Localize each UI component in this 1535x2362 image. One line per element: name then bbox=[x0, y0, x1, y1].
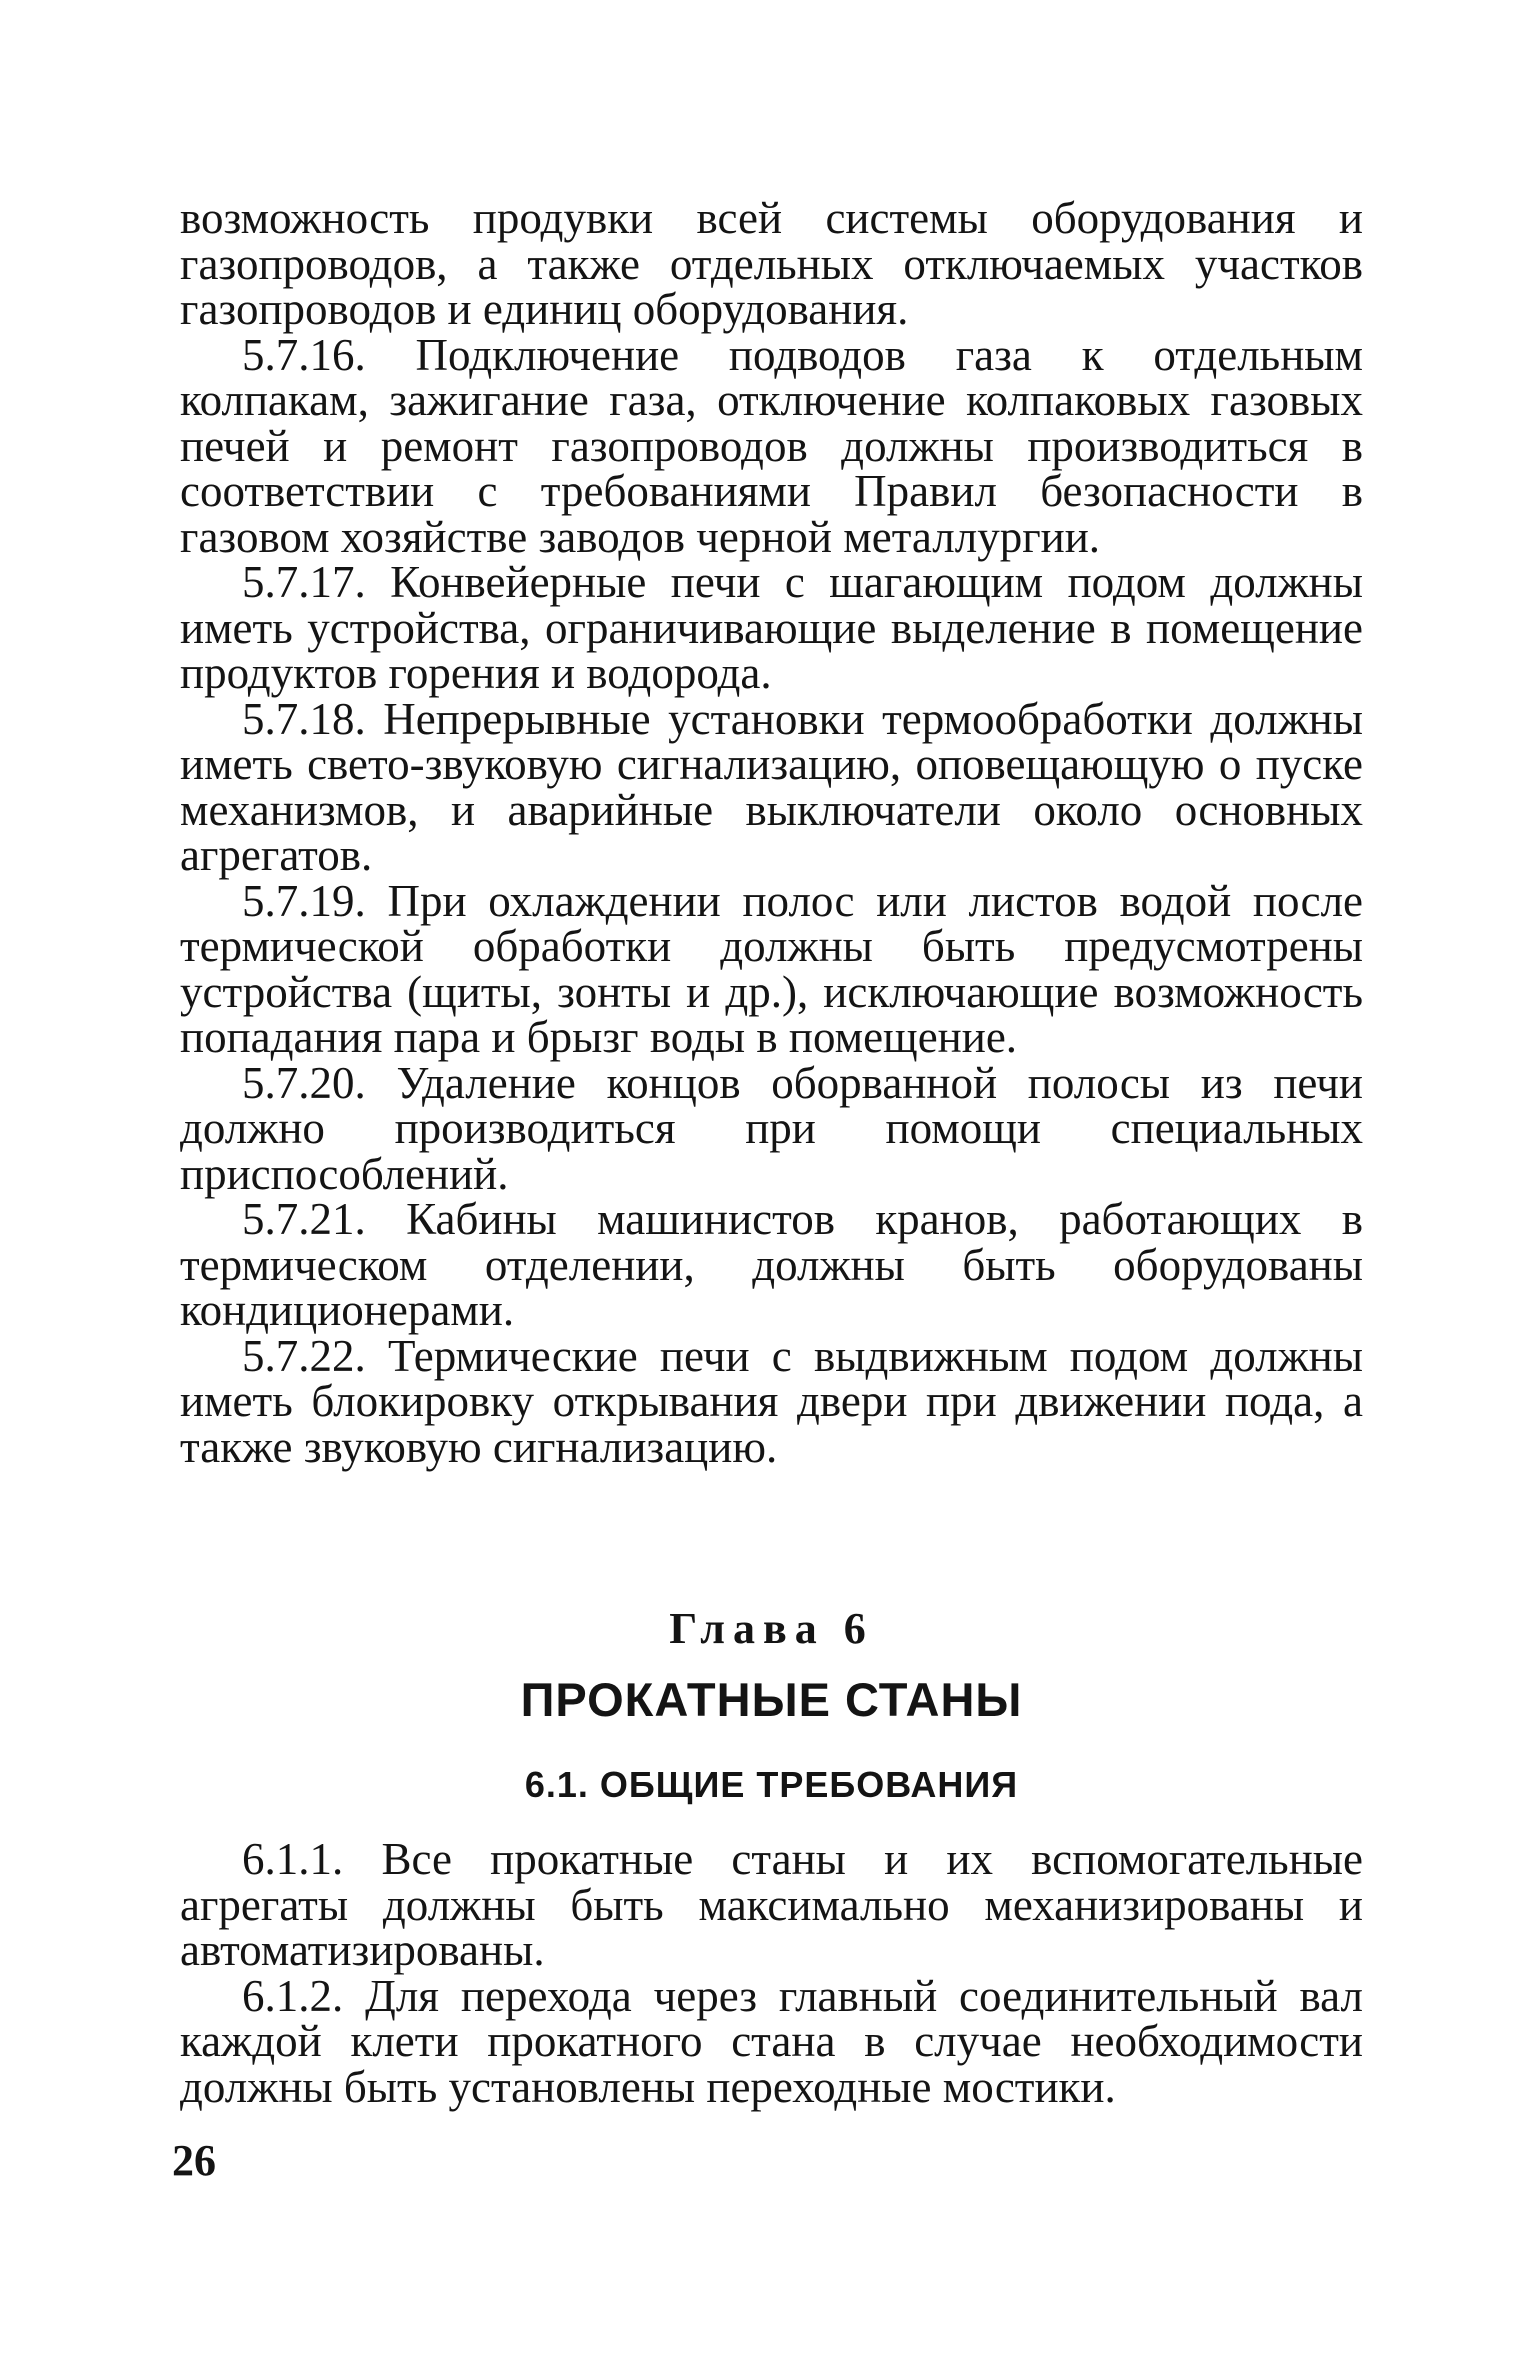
chapter-title: ПРОКАТНЫЕ СТАНЫ bbox=[520, 1673, 1023, 1726]
paragraph-5-7-16: 5.7.16. Подключение подводов газа к отдельным колпакам, зажигание газа, отключение колпаковых газовых печей и ремонт газопроводов должны производиться в соответствии с требованиями Правил безопасности в газовом хозяйстве заводов черной металлургии. bbox=[180, 329, 1363, 562]
paragraph-5-7-22: 5.7.22. Термические печи с выдвижным подом должны иметь блокировку открывания двери при движении пода, а также звуковую сигнализацию. bbox=[180, 1330, 1363, 1472]
paragraph-6-1-2: 6.1.2. Для перехода через главный соединительный вал каждой клети прокатного стана в случае необходимости должны быть установлены переходные мостики. bbox=[180, 1970, 1363, 2112]
paragraph-5-7-21: 5.7.21. Кабины машинистов кранов, работающих в термическом отделении, должны быть оборудованы кондиционерами. bbox=[180, 1194, 1363, 1335]
chapter-label: Глава 6 bbox=[669, 1604, 874, 1653]
section-title: 6.1. ОБЩИЕ ТРЕБОВАНИЯ bbox=[524, 1764, 1019, 1805]
paragraph-5-7-18: 5.7.18. Непрерывные установки термообработки должны иметь свето-звуковую сигнализацию, оповещающую о пуске механизмов, и аварийные выключатели около основных агрегатов. bbox=[180, 693, 1363, 880]
body-text-bottom bbox=[180, 1834, 1363, 2112]
paragraph-5-7-20: 5.7.20. Удаление концов оборванной полосы из печи должно производиться при помощи специальных приспособлений. bbox=[180, 1057, 1363, 1199]
page-number: 26 bbox=[172, 2136, 216, 2185]
paragraph-6-1-1: 6.1.1. Все прокатные станы и их вспомогательные агрегаты должны быть максимально механизированы и автоматизированы. bbox=[180, 1834, 1363, 1975]
paragraph-continuation: возможность продувки всей системы оборудования и газопроводов, а также отдельных отключаемых участков газопроводов и единиц оборудования. bbox=[180, 193, 1363, 334]
body-text-top bbox=[180, 193, 1363, 1472]
paragraph-5-7-19: 5.7.19. При охлаждении полос или листов водой после термической обработки должны быть предусмотрены устройства (щиты, зонты и др.), исключающие возможность попадания пара и брызг воды в помещение. bbox=[180, 875, 1363, 1062]
paragraph-5-7-17: 5.7.17. Конвейерные печи с шагающим подом должны иметь устройства, ограничивающие выделение в помещение продуктов горения и водорода. bbox=[180, 557, 1363, 698]
